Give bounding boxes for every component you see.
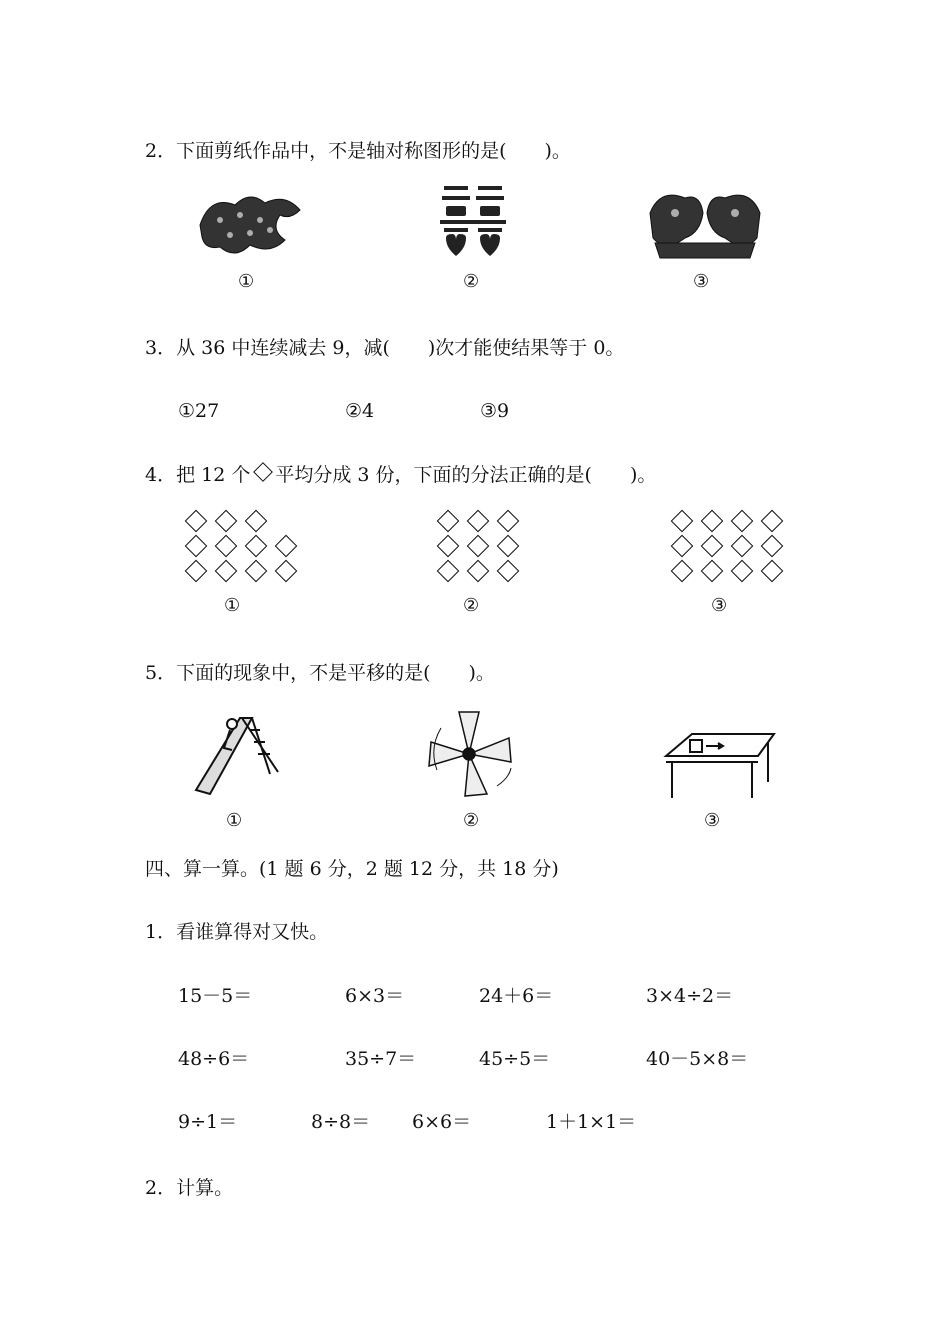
diamond-icon <box>701 535 724 558</box>
diamond-icon <box>253 462 273 482</box>
q5-label-2: ② <box>463 810 480 831</box>
diamond-row <box>670 513 784 529</box>
fan-icon <box>425 708 513 800</box>
diamond-icon <box>185 560 208 583</box>
q4-text-after: 平均分成 3 份，下面的分法正确的是( )。 <box>275 464 657 486</box>
calc-1-3: 24＋6＝ <box>479 985 554 1007</box>
diamond-icon <box>245 510 268 533</box>
diamond-icon <box>437 535 460 558</box>
section-4-question-1: 1．看谁算得对又快。 <box>145 921 329 943</box>
diamond-icon <box>761 560 784 583</box>
diamond-row <box>436 513 520 529</box>
question-5-text: 5．下面的现象中，不是平移的是( )。 <box>145 662 495 684</box>
calc-1-1: 15－5＝ <box>178 985 253 1007</box>
diamond-row <box>184 513 268 529</box>
q4-text-before: 4．把 12 个 <box>145 464 251 486</box>
q5-label-1: ① <box>226 810 243 831</box>
diamond-icon <box>437 510 460 533</box>
diamond-icon <box>731 510 754 533</box>
diamond-row <box>670 538 784 554</box>
diamond-icon <box>437 560 460 583</box>
diamond-icon <box>185 535 208 558</box>
diamond-icon <box>467 535 490 558</box>
q3-option-1: ①27 <box>178 400 220 422</box>
diamond-icon <box>497 560 520 583</box>
calc-2-1: 48÷6＝ <box>178 1048 250 1070</box>
question-2-text: 2．下面剪纸作品中，不是轴对称图形的是( )。 <box>145 140 571 162</box>
q2-label-2: ② <box>463 271 480 292</box>
diamond-icon <box>497 535 520 558</box>
diamond-icon <box>671 510 694 533</box>
calc-1-4: 3×4÷2＝ <box>646 985 734 1007</box>
calc-2-4: 40－5×8＝ <box>646 1048 749 1070</box>
double-happiness-papercut-icon <box>438 182 508 264</box>
diamond-icon <box>245 560 268 583</box>
diamond-icon <box>761 510 784 533</box>
diamond-icon <box>215 535 238 558</box>
dragon-papercut-icon <box>190 185 310 265</box>
calc-3-3: 6×6＝ <box>412 1111 472 1133</box>
section-4-question-2: 2．计算。 <box>145 1177 234 1199</box>
diamond-icon <box>215 510 238 533</box>
diamond-icon <box>731 560 754 583</box>
twin-dragons-papercut-icon <box>645 183 765 263</box>
q3-option-3: ③9 <box>480 400 510 422</box>
calc-2-2: 35÷7＝ <box>345 1048 417 1070</box>
diamond-icon <box>671 560 694 583</box>
diamond-icon <box>731 535 754 558</box>
diamond-icon <box>275 560 298 583</box>
diamond-row <box>436 538 520 554</box>
diamond-row <box>184 563 298 579</box>
diamond-icon <box>275 535 298 558</box>
diamond-icon <box>701 510 724 533</box>
calc-2-3: 45÷5＝ <box>479 1048 551 1070</box>
diamond-icon <box>497 510 520 533</box>
q3-option-2: ②4 <box>345 400 375 422</box>
calc-3-2: 8÷8＝ <box>311 1111 371 1133</box>
calc-3-4: 1＋1×1＝ <box>546 1111 637 1133</box>
diamond-row <box>670 563 784 579</box>
question-3-text: 3．从 36 中连续减去 9，减( )次才能使结果等于 0。 <box>145 337 625 359</box>
q4-label-1: ① <box>224 595 241 616</box>
diamond-icon <box>671 535 694 558</box>
question-4-text <box>145 463 656 487</box>
diamond-icon <box>761 535 784 558</box>
table-box-icon <box>662 728 777 800</box>
diamond-row <box>436 563 520 579</box>
q5-label-3: ③ <box>704 810 721 831</box>
diamond-icon <box>185 510 208 533</box>
diamond-icon <box>701 560 724 583</box>
diamond-icon <box>245 535 268 558</box>
q4-label-2: ② <box>463 595 480 616</box>
diamond-icon <box>467 510 490 533</box>
q2-label-1: ① <box>238 271 255 292</box>
calc-1-2: 6×3＝ <box>345 985 405 1007</box>
calc-3-1: 9÷1＝ <box>178 1111 238 1133</box>
section-4-title: 四、算一算。(1 题 6 分，2 题 12 分，共 18 分) <box>145 858 559 880</box>
q2-label-3: ③ <box>693 271 710 292</box>
diamond-icon <box>467 560 490 583</box>
diamond-icon <box>215 560 238 583</box>
q4-label-3: ③ <box>711 595 728 616</box>
diamond-row <box>184 538 298 554</box>
slide-icon <box>190 710 282 798</box>
